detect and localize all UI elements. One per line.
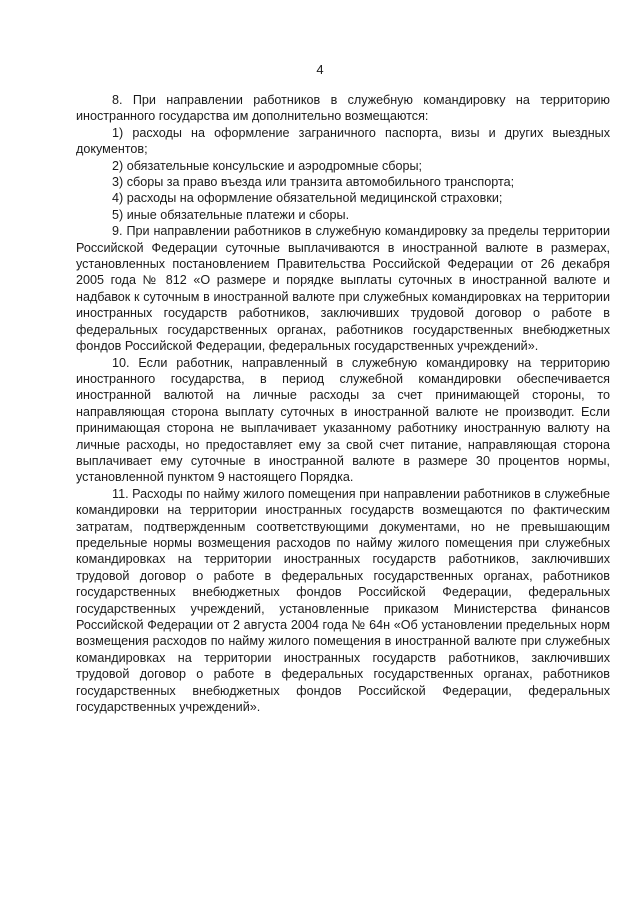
list-item-3: 3) сборы за право въезда или транзита автомобильного транспорта; <box>112 175 515 190</box>
paragraph-11: 11. Расходы по найму жилого помещения при направлении работников в служебные командировки на территории иностранных государств возмещаются по фактическим затратам, подтвержденным соответствующими документами, но не превышающим предельные нормы возмещения расходов по найму жилого помещения при служебных командировках на территории иностранных государств работников, заключивших трудовой договор о работе в федеральных государственных органах, работников государственных внебюджетных фондов Российской Федерации, федеральных государственных учреждений, установленные приказом Министерства финансов Российской Федерации от 2 августа 2004 года № 64н «Об установлении предельных норм возмещения расходов по найму жилого помещения в иностранной валюте при служебных командировках на территории иностранных государств работников, заключивших трудовой договор о работе в федеральных государственных органах, работников государственных внебюджетных фондов Российской Федерации, федеральных государственных учреждений». <box>76 486 610 715</box>
list-item-2: 2) обязательные консульские и аэродромные сборы; <box>112 158 423 173</box>
page-number: 4 <box>316 62 324 77</box>
list-item-1: 1) расходы на оформление заграничного паспорта, визы и других выездных документов; <box>76 125 610 157</box>
paragraph-9: 9. При направлении работников в служебную командировку за пределы территории Российской Федерации суточные выплачиваются в иностранной валюте в размерах, установленных постановлением Правительства Российской Федерации от 26 декабря 2005 года № 812 «О размере и порядке выплаты суточных в иностранной валюте и надбавок к суточным в иностранной валюте при служебных командировках на территории иностранных государств работников, заключивших трудовой договор о работе в федеральных государственных органах, работников государственных внебюджетных фондов Российской Федерации, федеральных государственных учреждений». <box>76 224 610 354</box>
list-item-4: 4) расходы на оформление обязательной медицинской страховки; <box>112 191 503 206</box>
document-body <box>76 92 610 715</box>
paragraph-10: 10. Если работник, направленный в служебную командировку на территорию иностранного государства, в период служебной командировки обеспечивается иностранной валютой на личные расходы за счет принимающей стороны, то направляющая сторона выплату суточных в иностранной валюте не производит. Если принимающая сторона не выплачивает указанному работнику иностранную валюту на личные расходы, но предоставляет ему за свой счет питание, направляющая сторона выплачивает ему суточные в иностранной валюте в размере 30 процентов нормы, установленной пунктом 9 настоящего Порядка. <box>76 355 610 485</box>
list-item-5: 5) иные обязательные платежи и сборы. <box>112 207 350 222</box>
paragraph-8: 8. При направлении работников в служебную командировку на территорию иностранного государства им дополнительно возмещаются: <box>76 93 610 124</box>
